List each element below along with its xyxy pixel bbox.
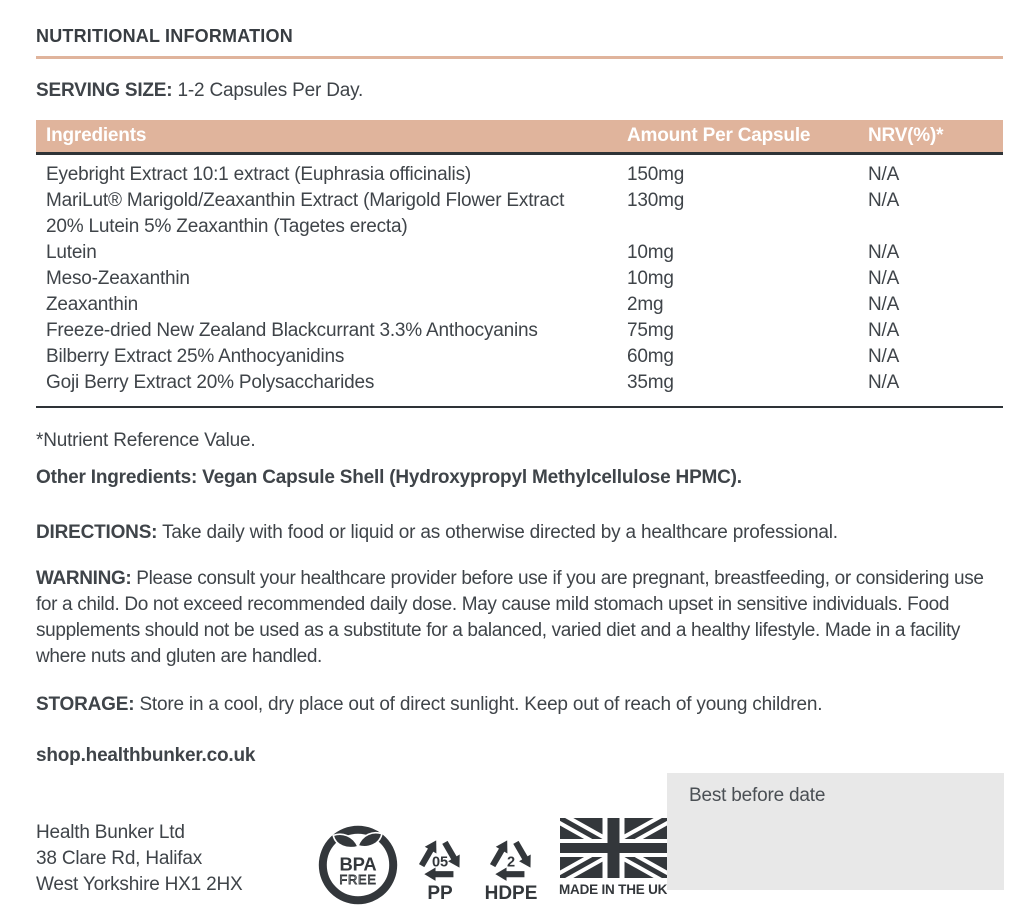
ingredient-nrv: N/A [868, 320, 900, 341]
ingredient-name: Goji Berry Extract 20% Polysaccharides [46, 372, 375, 393]
ingredient-amount: 2mg [627, 294, 664, 315]
ingredient-amount: 10mg [627, 268, 674, 289]
column-header-ingredients: Ingredients [46, 125, 147, 146]
pp-code: 05 [432, 854, 448, 871]
directions-label: DIRECTIONS: [36, 522, 158, 543]
recycle-pp-icon [411, 823, 469, 905]
address-line: 38 Clare Rd, Halifax [36, 848, 203, 869]
other-ingredients-line: Other Ingredients: Vegan Capsule Shell (Hydroxypropyl Methylcellulose HPMC). [36, 467, 742, 488]
address-line: Health Bunker Ltd [36, 822, 185, 843]
ingredient-amount: 10mg [627, 242, 674, 263]
serving-size-label: SERVING SIZE: [36, 80, 173, 101]
ingredient-nrv: N/A [868, 164, 900, 185]
warning-label: WARNING: [36, 568, 132, 589]
table-row [36, 162, 1003, 188]
column-header-nrv: NRV(%)* [868, 125, 944, 146]
ingredient-name: MariLut® Marigold/Zeaxanthin Extract (Marigold Flower Extract 20% Lutein 5% Zeaxanthin (Tagetes erecta) [46, 190, 565, 237]
free-text: FREE [339, 872, 377, 888]
best-before-box [667, 773, 1004, 890]
warning-paragraph [36, 566, 1008, 670]
storage-label: STORAGE: [36, 694, 135, 715]
ingredient-amount: 130mg [627, 190, 685, 211]
ingredient-amount: 35mg [627, 372, 674, 393]
table-row [36, 266, 1003, 292]
table-header-row [36, 120, 1003, 155]
table-row [36, 370, 1003, 396]
table-row [36, 318, 1003, 344]
ingredient-amount: 60mg [627, 346, 674, 367]
title-underline [36, 56, 1003, 59]
bpa-text: BPA [339, 853, 377, 875]
ingredient-amount: 75mg [627, 320, 674, 341]
page-title: NUTRITIONAL INFORMATION [36, 26, 293, 46]
ingredient-amount: 150mg [627, 164, 685, 185]
table-row [36, 240, 1003, 266]
storage-line [36, 694, 1016, 716]
hdpe-code: 2 [507, 854, 515, 871]
directions-line [36, 522, 1016, 544]
warning-text: Please consult your healthcare provider before use if you are pregnant, breastfeeding, or considering use for a child. Do not exceed recommended daily dose. May cause mild stomach upset in sensitive individuals. Food supplements should not be used as a substitute for a balanced, varied diet and a healthy lifestyle. Made in a facility where nuts and gluten are handled. [36, 568, 984, 667]
nrv-footnote: *Nutrient Reference Value. [36, 430, 256, 451]
ingredients-rows [36, 155, 1003, 408]
ingredients-table [36, 120, 1003, 408]
storage-text: Store in a cool, dry place out of direct sunlight. Keep out of reach of young children. [139, 694, 823, 715]
ingredient-name: Freeze-dried New Zealand Blackcurrant 3.3% Anthocyanins [46, 320, 538, 341]
column-header-amount: Amount Per Capsule [627, 125, 811, 146]
recycle-hdpe-icon [482, 823, 540, 905]
table-row [36, 188, 1003, 240]
serving-size-line [36, 80, 363, 102]
ingredient-nrv: N/A [868, 346, 900, 367]
pp-label: PP [427, 883, 453, 904]
ingredient-nrv: N/A [868, 242, 900, 263]
ingredient-name: Eyebright Extract 10:1 extract (Euphrasia officinalis) [46, 164, 471, 185]
ingredient-name: Bilberry Extract 25% Anthocyanidins [46, 346, 345, 367]
table-row [36, 292, 1003, 318]
ingredient-name: Lutein [46, 242, 97, 263]
company-address [36, 820, 242, 898]
ingredient-name: Zeaxanthin [46, 294, 139, 315]
bpa-free-icon [318, 825, 398, 905]
made-in-uk-label: MADE IN THE UK [559, 882, 668, 897]
ingredient-name: Meso-Zeaxanthin [46, 268, 190, 289]
ingredient-nrv: N/A [868, 372, 900, 393]
union-jack-icon [559, 818, 667, 897]
website-url: shop.healthbunker.co.uk [36, 745, 256, 766]
ingredient-nrv: N/A [868, 190, 900, 211]
ingredient-nrv: N/A [868, 268, 900, 289]
serving-size-value: 1-2 Capsules Per Day. [177, 80, 364, 101]
ingredient-nrv: N/A [868, 294, 900, 315]
hdpe-label: HDPE [484, 883, 538, 904]
directions-text: Take daily with food or liquid or as otherwise directed by a healthcare professional. [162, 522, 838, 543]
best-before-label: Best before date [689, 785, 826, 806]
certification-badges [318, 816, 667, 905]
address-line: West Yorkshire HX1 2HX [36, 874, 243, 895]
table-row [36, 344, 1003, 370]
